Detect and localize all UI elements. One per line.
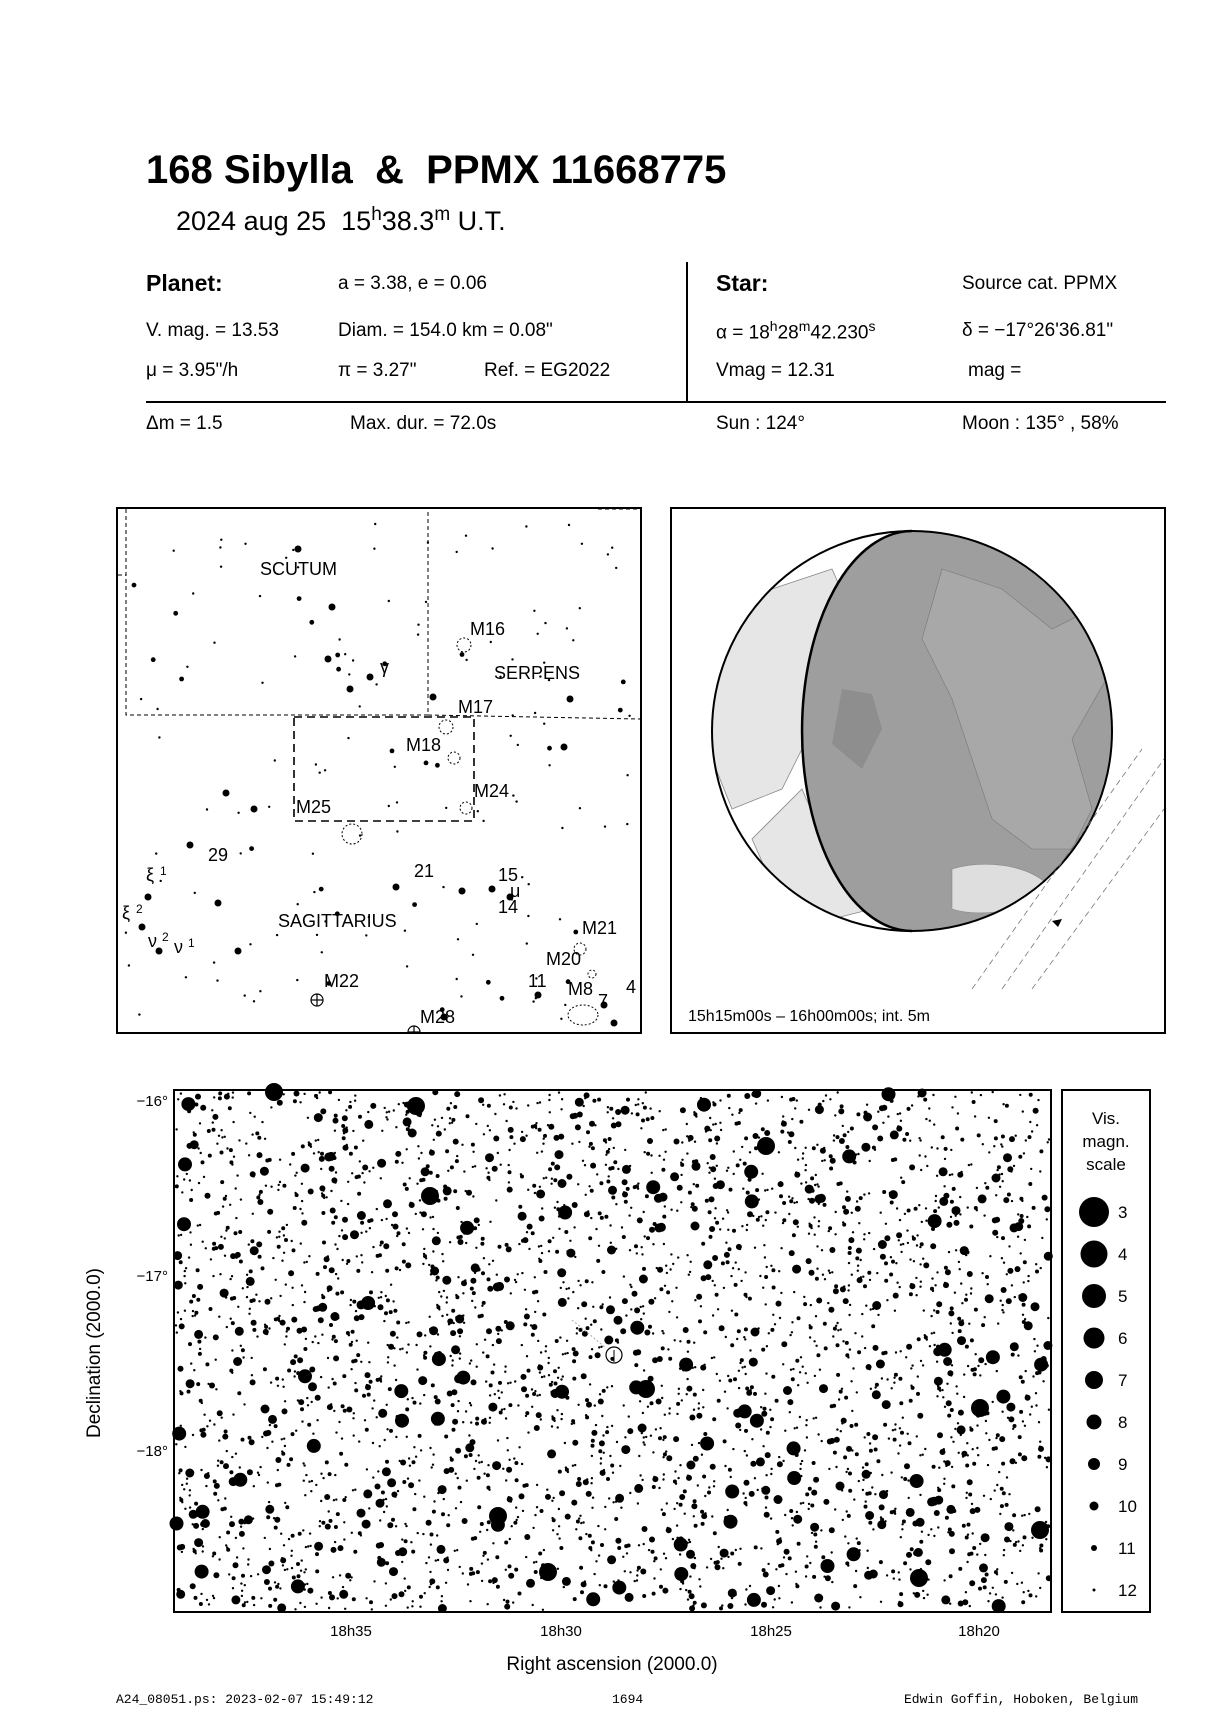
object-label-m28: M28: [420, 1007, 456, 1027]
star-label-gamma: γ: [380, 657, 389, 677]
svg-text:magn.: magn.: [1082, 1132, 1130, 1151]
scale-label: 4: [1118, 1245, 1128, 1264]
scale-label: 3: [1118, 1203, 1128, 1222]
x-tick: 18h30: [540, 1623, 582, 1640]
object-label-m16: M16: [470, 619, 506, 639]
star-label-14: 14: [498, 897, 519, 917]
footer-page: 1694: [612, 1692, 644, 1707]
scale-label: 9: [1118, 1455, 1128, 1474]
star-label-nu2-index: 2: [162, 930, 169, 944]
y-tick: −16°: [136, 1093, 168, 1110]
y-axis-label: Declination (2000.0): [84, 1267, 105, 1439]
y-axis-ticks: [137, 1093, 168, 1460]
star-header: Star:: [716, 270, 769, 296]
scale-label: 7: [1118, 1371, 1128, 1390]
object-label-m20: M20: [546, 949, 582, 969]
footer-author: Edwin Goffin, Hoboken, Belgium: [904, 1692, 1139, 1707]
star-label-xi1-index: 1: [160, 864, 167, 878]
star-label-4: 4: [626, 977, 637, 997]
scale-label: 12: [1118, 1581, 1137, 1600]
footer-file: A24_08051.ps: 2023-02-07 15:49:12: [116, 1692, 374, 1707]
star-label-xi2: ξ: [122, 903, 131, 923]
planet-parallax: π = 3.27": [338, 360, 417, 381]
x-axis-label: Right ascension (2000.0): [506, 1654, 718, 1675]
y-tick: −18°: [136, 1443, 168, 1460]
star-dec: δ = −17°26'36.81": [962, 320, 1114, 341]
constellation-label-sagittarius: SAGITTARIUS: [278, 911, 397, 931]
constellation-label-serpens: SERPENS: [494, 663, 581, 683]
scale-dot: [1079, 1197, 1109, 1227]
star-mag: mag =: [968, 360, 1022, 381]
star-label-11: 11: [528, 971, 547, 991]
x-tick: 18h35: [330, 1623, 372, 1640]
path-direction-arrow: [1052, 919, 1062, 927]
planet-diameter: Diam. = 154.0 km = 0.08": [338, 320, 553, 341]
delta-mag: Δm = 1.5: [146, 413, 223, 434]
scale-dot: [1087, 1415, 1102, 1430]
object-label-m21: M21: [582, 918, 618, 938]
star-label-mu: μ: [510, 881, 521, 901]
object-label-m8: M8: [568, 979, 594, 999]
scale-label: 8: [1118, 1413, 1128, 1432]
svg-text:Vis.: Vis.: [1091, 1109, 1121, 1128]
scale-dot: [1088, 1458, 1100, 1470]
object-label-m22: M22: [324, 971, 360, 991]
scale-label: 5: [1118, 1287, 1128, 1306]
planet-motion: μ = 3.95"/h: [146, 360, 239, 381]
star-label-xi1: ξ: [146, 865, 155, 885]
svg-text:scale: scale: [1086, 1155, 1126, 1174]
star-label-nu1: ν: [174, 937, 183, 957]
object-label-m17: M17: [458, 697, 494, 717]
star-source: Source cat. PPMX: [962, 273, 1118, 294]
star-label-7: 7: [598, 991, 609, 1011]
globe-caption: 15h15m00s – 16h00m00s; int. 5m: [688, 1008, 930, 1025]
scale-dot: [1081, 1241, 1108, 1268]
scale-dot: [1090, 1502, 1099, 1511]
scale-label: 10: [1118, 1497, 1137, 1516]
scale-dot: [1082, 1284, 1106, 1308]
object-label-m25: M25: [296, 797, 332, 817]
planet-reference: Ref. = EG2022: [484, 360, 611, 381]
star-vmag: Vmag = 12.31: [716, 360, 835, 381]
planet-vmag: V. mag. = 13.53: [146, 320, 279, 341]
planet-orbit: a = 3.38, e = 0.06: [338, 273, 487, 294]
table-rule: [146, 401, 1166, 403]
constellation-label-scutum: SCUTUM: [260, 559, 337, 579]
finder-chart: [116, 507, 642, 1034]
object-label-m24: M24: [474, 781, 510, 801]
moon-elongation: Moon : 135° , 58%: [962, 413, 1119, 434]
star-ra: $\alpha = 18^h28^m42.230^s$: [716, 318, 876, 344]
x-tick: 18h20: [958, 1623, 1000, 1640]
scale-label: 11: [1118, 1539, 1136, 1558]
page-title: 168 Sibylla & PPMX 11668775: [146, 148, 727, 192]
event-datetime: 2024 aug 25 15$^h$38.3$^m$ U.T.: [176, 204, 506, 236]
scale-dot: [1093, 1589, 1096, 1592]
globular-clusters: [311, 994, 420, 1032]
star-label-xi2-index: 2: [136, 902, 143, 916]
star-label-15: 15: [498, 865, 519, 885]
info-table: [0, 0, 1216, 440]
scale-dot: [1085, 1371, 1103, 1389]
y-tick: −17°: [136, 1268, 168, 1285]
table-divider: [686, 262, 688, 402]
star-label-29: 29: [208, 845, 229, 865]
sun-elongation: Sun : 124°: [716, 413, 805, 434]
scale-dot: [1084, 1328, 1105, 1349]
globe-panel: [670, 507, 1166, 1034]
object-label-m18: M18: [406, 735, 442, 755]
max-duration: Max. dur. = 72.0s: [350, 413, 497, 434]
star-label-nu2: ν: [148, 931, 157, 951]
planet-header: Planet:: [146, 270, 223, 296]
star-label-21: 21: [414, 861, 435, 881]
x-tick: 18h25: [750, 1623, 792, 1640]
scale-label: 6: [1118, 1329, 1128, 1348]
star-chart: [0, 1070, 1216, 1690]
star-label-nu1-index: 1: [188, 936, 195, 950]
x-axis-ticks: [330, 1623, 1000, 1640]
scale-dot: [1091, 1545, 1097, 1551]
